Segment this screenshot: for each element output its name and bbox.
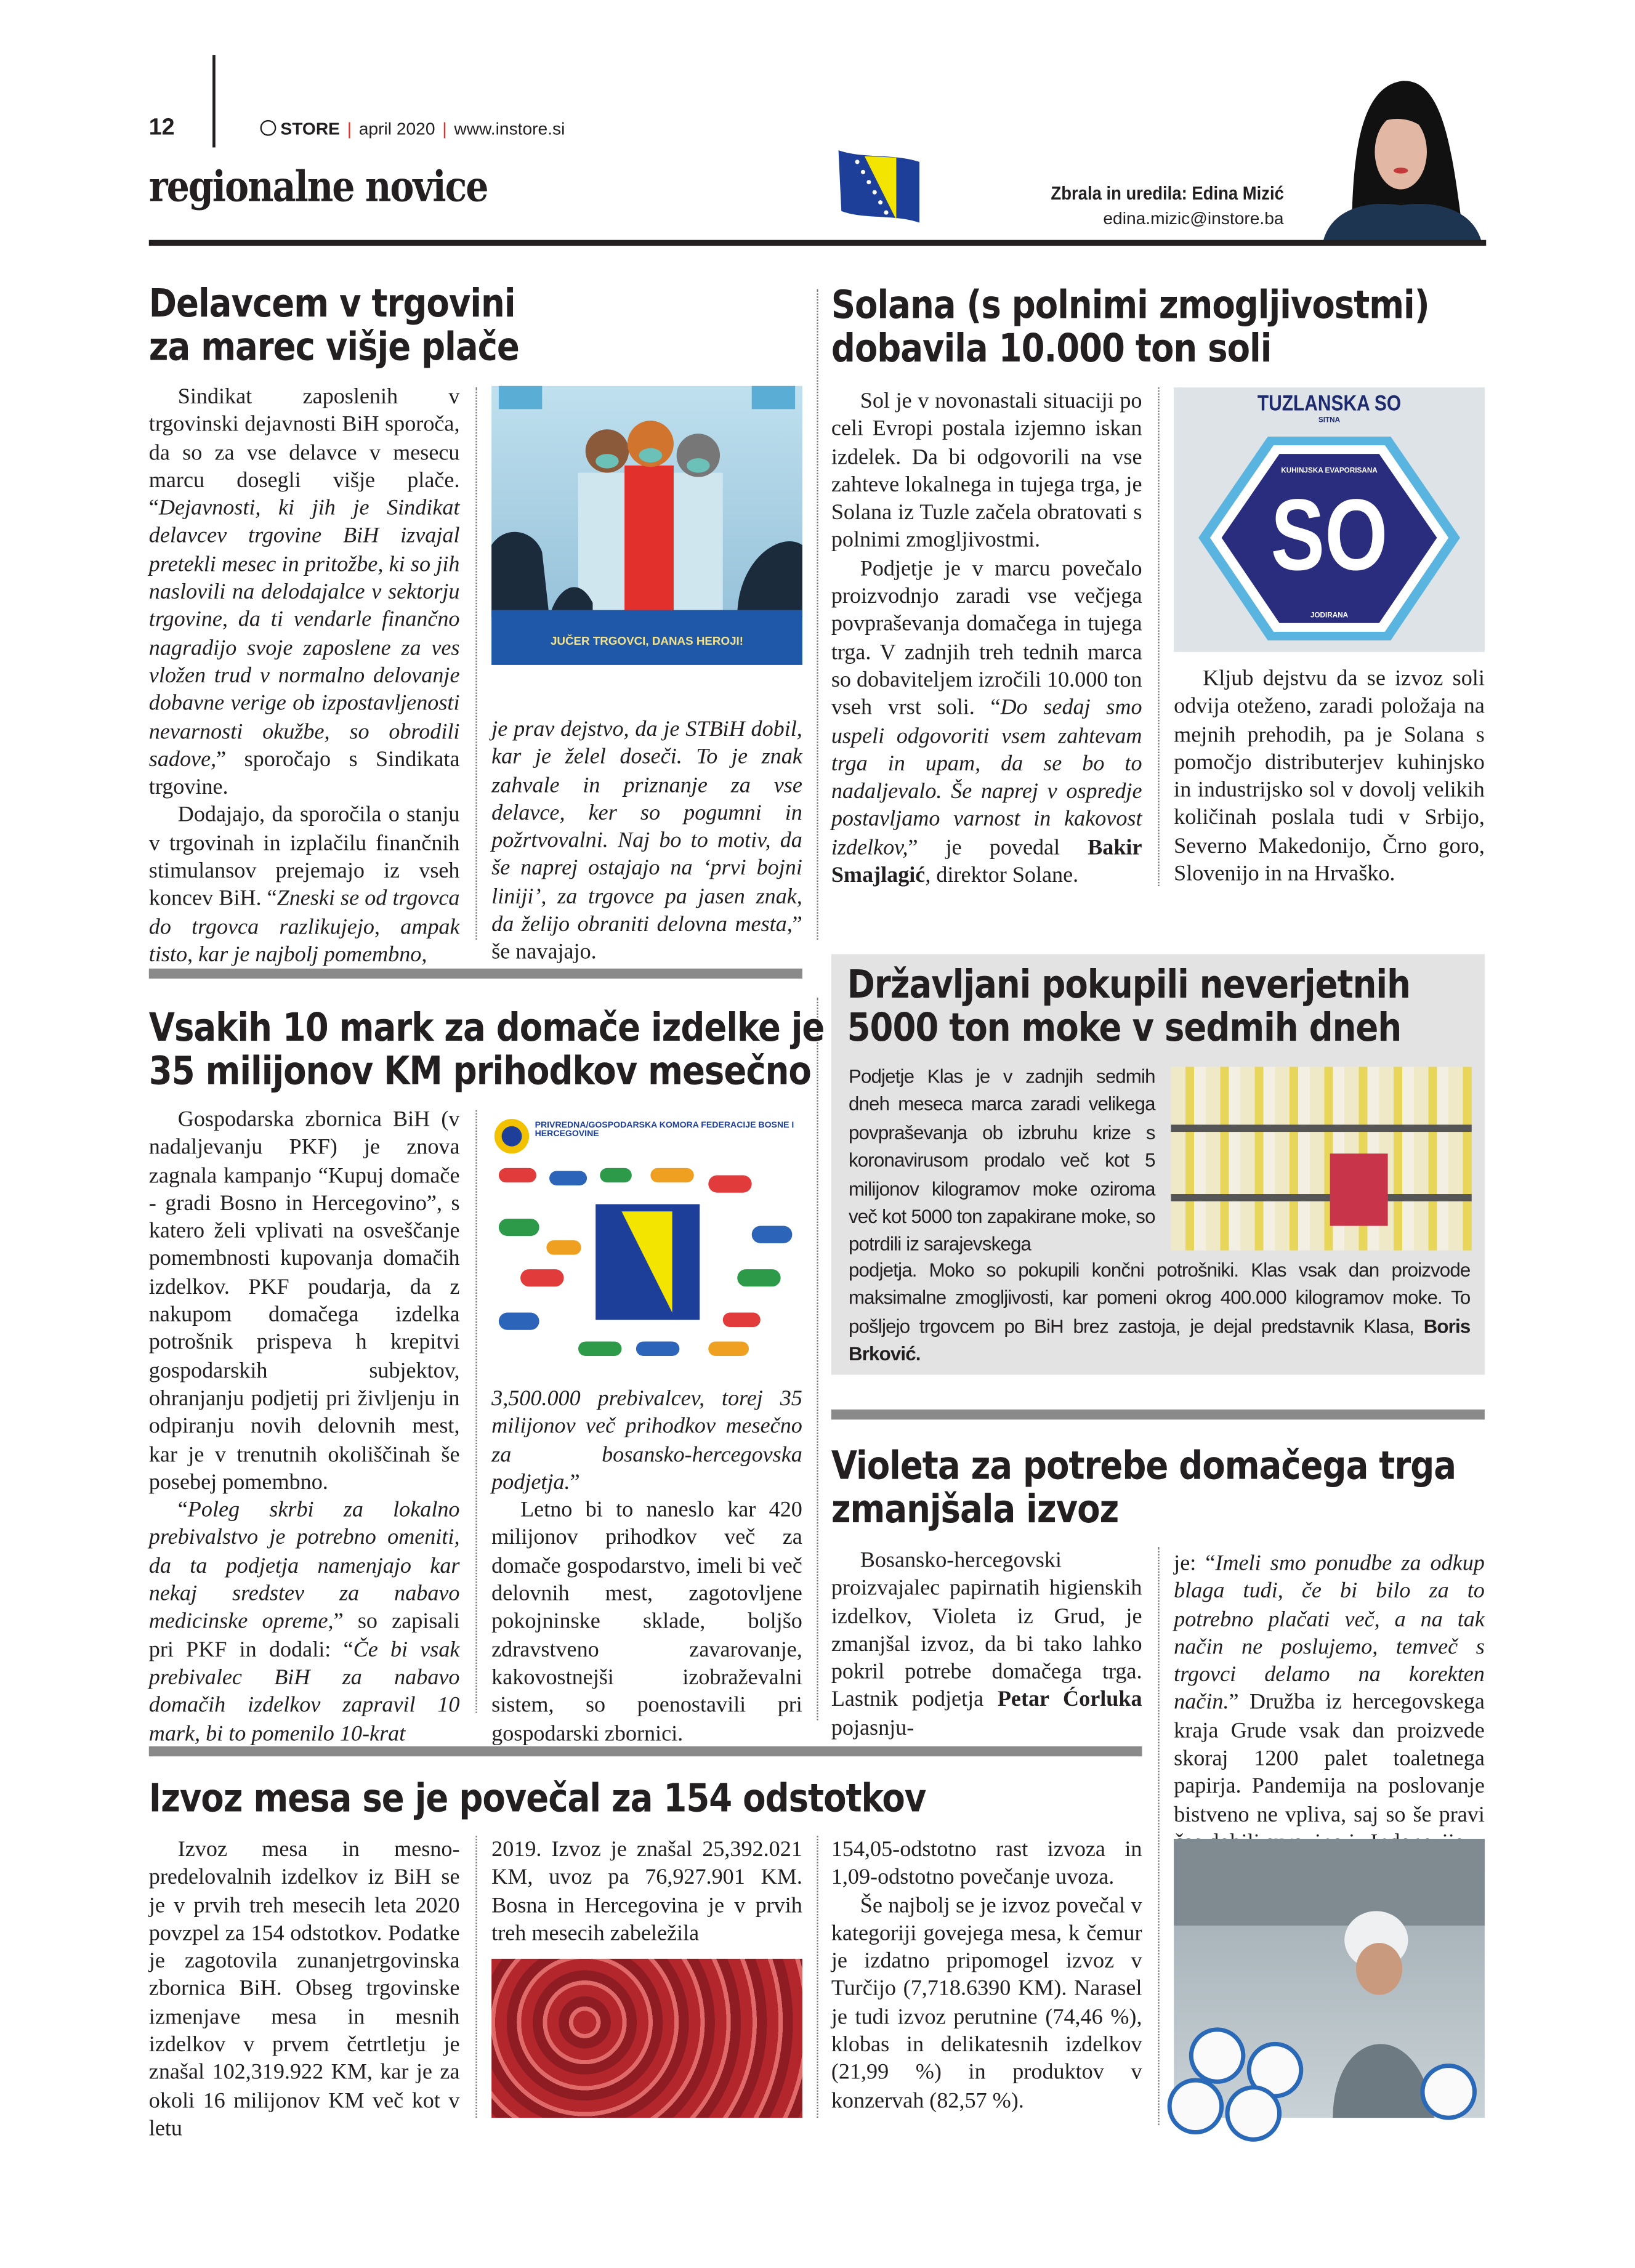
title-line: Delavcem v trgovini xyxy=(148,281,515,327)
article-text-column xyxy=(491,716,802,965)
body-text: Dodajajo, da sporočila o stanju v trgovinah in izplačilu finančnih stimulansov prejemajo iz vseh koncev BiH. “ xyxy=(148,802,460,911)
column-divider xyxy=(475,1836,477,2118)
title-line: Solana (s polnimi zmogljivostmi) xyxy=(831,283,1429,328)
body-text: ” Družba iz hercegovskega kraja Grude vsak dan proizvede skoraj 1200 palet toaletnega papirja. Pandemija na poslovanje bistveno ne vpliva, saj so še pravi xyxy=(1174,1690,1485,1827)
paragraph xyxy=(149,802,460,969)
body-text: Izvoz mesa in mesno-predelovalnih izdelkov iz BiH se je v prvih treh mesecih leta 2020 povzpel za 154 odstotkov. Podatke je zagotovila zunanjetrgovinska zbornica BiH. Obseg trgovinske izmenjave mesa in mesnih izdelkov v prvem četrtletju je znašal 102,319.922 KM, kar je za okoli 16 milijonov KM več kot v letu xyxy=(148,1837,460,2141)
title-line: 35 milijonov KM prihodkov mesečno xyxy=(148,1049,811,1095)
article-text-column xyxy=(491,1385,802,1746)
title-line: Državljani pokupili neverjetnih xyxy=(847,962,1410,1008)
chamber-campaign-image xyxy=(491,1110,802,1371)
body-text: ” xyxy=(570,1470,580,1495)
article-title-flour[interactable] xyxy=(847,964,1502,1051)
meat-image xyxy=(491,1959,802,2118)
flour-text-top: Podjetje Klas je v zadnjih sedmih dneh meseca marca zaradi velikega povpraševanja ob izbruhu krize s koronavirusom prodalo več kot 5 milijonov kilogramov moke oziroma več kot 5000 ton zapakirane moke, so potrdili iz sarajevskega xyxy=(848,1065,1155,1256)
body-text: Kljub dejstvu da se izvoz soli odvija oteženo, zaradi položaja na mejnih prehodih, pa je Solana s pomočjo distributerjev kuhinjsko in industrijsko sol v dovolj velikih količinah poslala tudi v Srbijo, Severno Makedonijo, Črno goro, Slovenijo in na Hrvaško. xyxy=(1174,666,1485,887)
brand-name: STORE xyxy=(280,118,340,139)
article-title-wages[interactable] xyxy=(149,283,579,370)
paragraph xyxy=(831,555,1142,890)
column-divider xyxy=(475,387,477,940)
person-name: Bakir Smajlagić xyxy=(831,835,1142,888)
body-text: Bosansko-hercegovski proizvajalec papirnatih higienskih izdelkov, Violeta iz Grud, je zmanjšal izvoz, da bi tako lahko pokril potrebe domačega trga. Lastnik podjetja xyxy=(831,1548,1142,1713)
paragraph xyxy=(491,1836,802,1947)
person-name: Petar Ćorluka xyxy=(997,1687,1142,1713)
body-text: ” sporočajo s Sindikata trgovine. xyxy=(148,747,460,800)
website: www.instore.si xyxy=(454,118,565,139)
body-text: 154,05-odstotno rast izvoza in 1,09-odstotno povečanje uvoza. xyxy=(831,1837,1142,1890)
column-divider xyxy=(1158,1547,1159,2125)
factory-worker-image xyxy=(1174,1839,1485,2118)
quote-text: Če bi vsak prebivalec BiH za nabavo domačih izdelkov zapravil 10 mark, bi to pomenilo 10-krat xyxy=(148,1637,460,1746)
paragraph xyxy=(491,1496,802,1748)
body-text: ” so zapisali pri PKF in dodali: “ xyxy=(148,1609,460,1662)
editor-photo xyxy=(1308,72,1486,243)
body-text: Še najbolj se je izvoz povečal v kategoriji govejega mesa, k čemur je izdatno pripomogel izvoz v Turčijo (7,718.6390 KM). Narasel je tudi izvoz perutnine (74,46 %), klobas in delikatesnih izdelkov (21,99 %) in produktov v konzervah (82,57 %). xyxy=(831,1893,1142,2113)
salt-sub: SITNA xyxy=(1318,416,1341,426)
editor-credit xyxy=(1025,182,1284,228)
masthead: STORE | april 2020 | www.instore.si xyxy=(260,118,565,139)
heroes-poster-image xyxy=(491,386,802,665)
editor-name: Zbrala in uredila: Edina Mizić xyxy=(1051,182,1284,204)
title-line: Vsakih 10 mark za domače izdelke je xyxy=(148,1006,825,1051)
title-line: zmanjšala izvoz xyxy=(831,1487,1119,1533)
body-text: “ xyxy=(177,1498,188,1523)
paragraph xyxy=(149,1836,460,2142)
quote-text: Do sedaj smo uspeli odgovoriti vsem zahtevam trga in upam, da se bo to nadaljevalo. Še naprej v ospredje postavljamo varnost in kakovost izdelkov, xyxy=(831,695,1142,860)
issue-date: april 2020 xyxy=(358,118,435,139)
title-line: dobavila 10.000 ton soli xyxy=(831,326,1272,372)
quote-text: je prav dejstvo, da je STBiH dobil, kar je želel doseči. To je znak zahvale in priznanje za vse delavce, ker so pogumni in požrtvovalni. Naj bo to motiv, da še naprej ostajajo na ‘prvi bojni liniji’, za trgovce pa jasen znak, da želijo obraniti delovna mesta, xyxy=(491,717,802,937)
body-text: ” še navajajo. xyxy=(491,912,802,965)
article-text-column xyxy=(491,1836,802,1951)
quote-text: Zneski se od trgovca do trgovca razlikujejo, ampak tisto, kar je najbolj pomembno, xyxy=(148,886,460,967)
paragraph xyxy=(149,1496,460,1748)
salt-package-image xyxy=(1174,387,1485,652)
column-divider xyxy=(817,998,818,1721)
paragraph xyxy=(1174,1550,1485,1857)
article-title-salt[interactable] xyxy=(831,285,1527,371)
article-text-column xyxy=(148,1836,460,2141)
paragraph xyxy=(831,387,1142,555)
body-text: 2019. Izvoz je znašal 25,392.021 KM, uvoz pa 76,927.901 KM. Bosna in Hercegovina je v prvih treh mesecih zabeležila xyxy=(491,1837,802,1946)
paragraph xyxy=(491,1385,802,1496)
article-separator-bar xyxy=(149,969,802,979)
article-title-violeta[interactable] xyxy=(831,1446,1557,1533)
flour-text: podjetja. Moko so pokupili končni potrošniki. Klas vsak dan proizvode maksimalne zmogljivosti, kar pomeni okrog 400.000 kilogramov moke. To pošljejo trgovcem po BiH brez zastoja, je dejal predstavnik Klasa, xyxy=(848,1259,1471,1337)
paragraph xyxy=(149,383,460,801)
body-text: ” je povedal xyxy=(908,835,1088,860)
body-text: Gospodarska zbornica BiH (v nadaljevanju PKF) je znova zagnala kampanjo “Kupuj domače - gradi Bosno in Hercegovino”, s katero želi vplivati na osveščanje pomembnosti kupovanja domačih izdelkov. PKF poudarja, da z nakupom domačega izdelka potrošnik prispeva h krepitvi gospodarskih subjektov, ohranjanju podjetij pri življenju in odpiranju novih delovnih mest, kar je v trenutnih okoliščinah še posebej pomembno. xyxy=(148,1107,460,1495)
article-title-meat[interactable] xyxy=(149,1778,1052,1821)
article-text-column xyxy=(831,387,1142,894)
article-separator-bar xyxy=(831,1410,1485,1419)
flour-shelves-image xyxy=(1171,1067,1471,1250)
body-text: Sindikat zaposlenih v trgovinski dejavnosti BiH sporoča, da so za vse delavce v mesecu marcu dosegli višje plače. “ xyxy=(148,384,460,521)
salt-big: SO xyxy=(1270,478,1388,592)
quote-text: Dejavnosti, ki jih je Sindikat delavcev trgovine BiH izvajal pretekli mesec in pritožbe, ki so jih naslovili na delodajalce v sektorju trgovine, da ti vendarle finančno nagradijo svoje zaposlene za ves vložen trud v normalno delovanje dobavne verige ob izpostavljenosti nevarnosti okužbe, so obrodili sadove, xyxy=(148,496,460,772)
paragraph xyxy=(831,1547,1142,1742)
page-number: 12 xyxy=(148,115,175,140)
column-divider xyxy=(817,1836,818,2118)
quote-text: Imeli smo ponudbe za odkup blaga tudi, če bi bilo za to potrebno plačati več, a na tak način ne poslujemo, temveč s trgovci delamo na korekten način. xyxy=(1174,1551,1485,1716)
editor-email[interactable]: edina.mizic@instore.ba xyxy=(1103,208,1284,228)
quote-text: 3,500.000 prebivalcev, torej 35 milijonov več prihodkov mesečno za bosansko-hercegovska podjetja. xyxy=(491,1386,802,1495)
salt-bottom: JODIRANA xyxy=(1310,611,1349,621)
chamber-name: PRIVREDNA/GOSPODARSKA KOMORA FEDERACIJE BOSNE I HERCEGOVINE xyxy=(535,1121,794,1139)
body-text: Podjetje je v marcu povečalo proizvodnjo zaradi vse večjega povpraševanja domačega in tujega trga. V zadnjih treh tednih marca so dobaviteljem izročili 10.000 ton vseh vrst soli. “ xyxy=(831,556,1142,720)
paragraph xyxy=(831,1892,1142,2115)
title-line: za marec višje plače xyxy=(148,325,519,370)
title-line: Violeta za potrebe domačega trga xyxy=(831,1444,1456,1489)
article-text-column xyxy=(1174,665,1485,897)
bosnia-flag-icon xyxy=(836,147,922,227)
article-separator-bar xyxy=(149,1746,1142,1756)
header-rule xyxy=(149,240,1486,246)
title-line: Izvoz mesa se je povečal za 154 odstotkov xyxy=(148,1777,926,1822)
body-text: , direktor Solane. xyxy=(925,863,1079,888)
paragraph xyxy=(149,1106,460,1496)
store-logo-icon xyxy=(260,120,277,136)
quote-text: Poleg skrbi za lokalno prebivalstvo je potrebno omeniti, da ta podjetja namenjajo kar nekaj sredstev za nabavo medicinske opreme, xyxy=(148,1498,460,1634)
title-line: 5000 ton moke v sedmih dneh xyxy=(847,1006,1402,1051)
speaker-name: Boris Brković. xyxy=(848,1315,1471,1365)
paragraph xyxy=(831,1836,1142,1892)
flour-article-box xyxy=(831,954,1485,1374)
article-text-column xyxy=(1174,1550,1485,1832)
article-text-column xyxy=(831,1836,1142,2125)
flour-text-bottom xyxy=(849,1256,1470,1368)
section-title: regionalne novice xyxy=(148,161,488,211)
poster-caption: JUČER TRGOVCI, DANAS HEROJI! xyxy=(550,634,744,648)
column-divider xyxy=(1158,387,1159,886)
article-text-column xyxy=(831,1547,1142,1740)
article-text-column xyxy=(148,383,460,967)
body-text: je: “ xyxy=(1174,1551,1216,1576)
body-text: Sol je v novonastali situaciji po celi Evropi postala izjemno iskan izdelek. Da bi odgovorili na vse zahteve lokalnega in tujega trga, je Solana iz Tuzle začela obratovati s polnimi zmogljivostmi. xyxy=(831,389,1142,553)
body-text: Letno bi to naneslo kar 420 milijonov prihodkov več za domače gospodarstvo, imeli bi več delovnih mest, zagotovljene pokojninske sklade, boljšo zdravstveno zavarovanje, kakovostnejši izobraževalni sistem, so poenostavili pri gospodarski zbornici. xyxy=(491,1498,802,1746)
article-text-column xyxy=(148,1106,460,1746)
header-divider xyxy=(212,55,216,147)
paragraph xyxy=(491,716,802,967)
body-text: pojasnju- xyxy=(831,1715,914,1740)
salt-brand: TUZLANSKA SO xyxy=(1257,392,1402,417)
column-divider xyxy=(817,289,818,940)
column-divider xyxy=(475,1110,477,1713)
salt-type: KUHINJSKA EVAPORISANA xyxy=(1281,467,1378,476)
article-title-domestic[interactable] xyxy=(149,1007,934,1094)
paragraph xyxy=(1174,665,1485,888)
